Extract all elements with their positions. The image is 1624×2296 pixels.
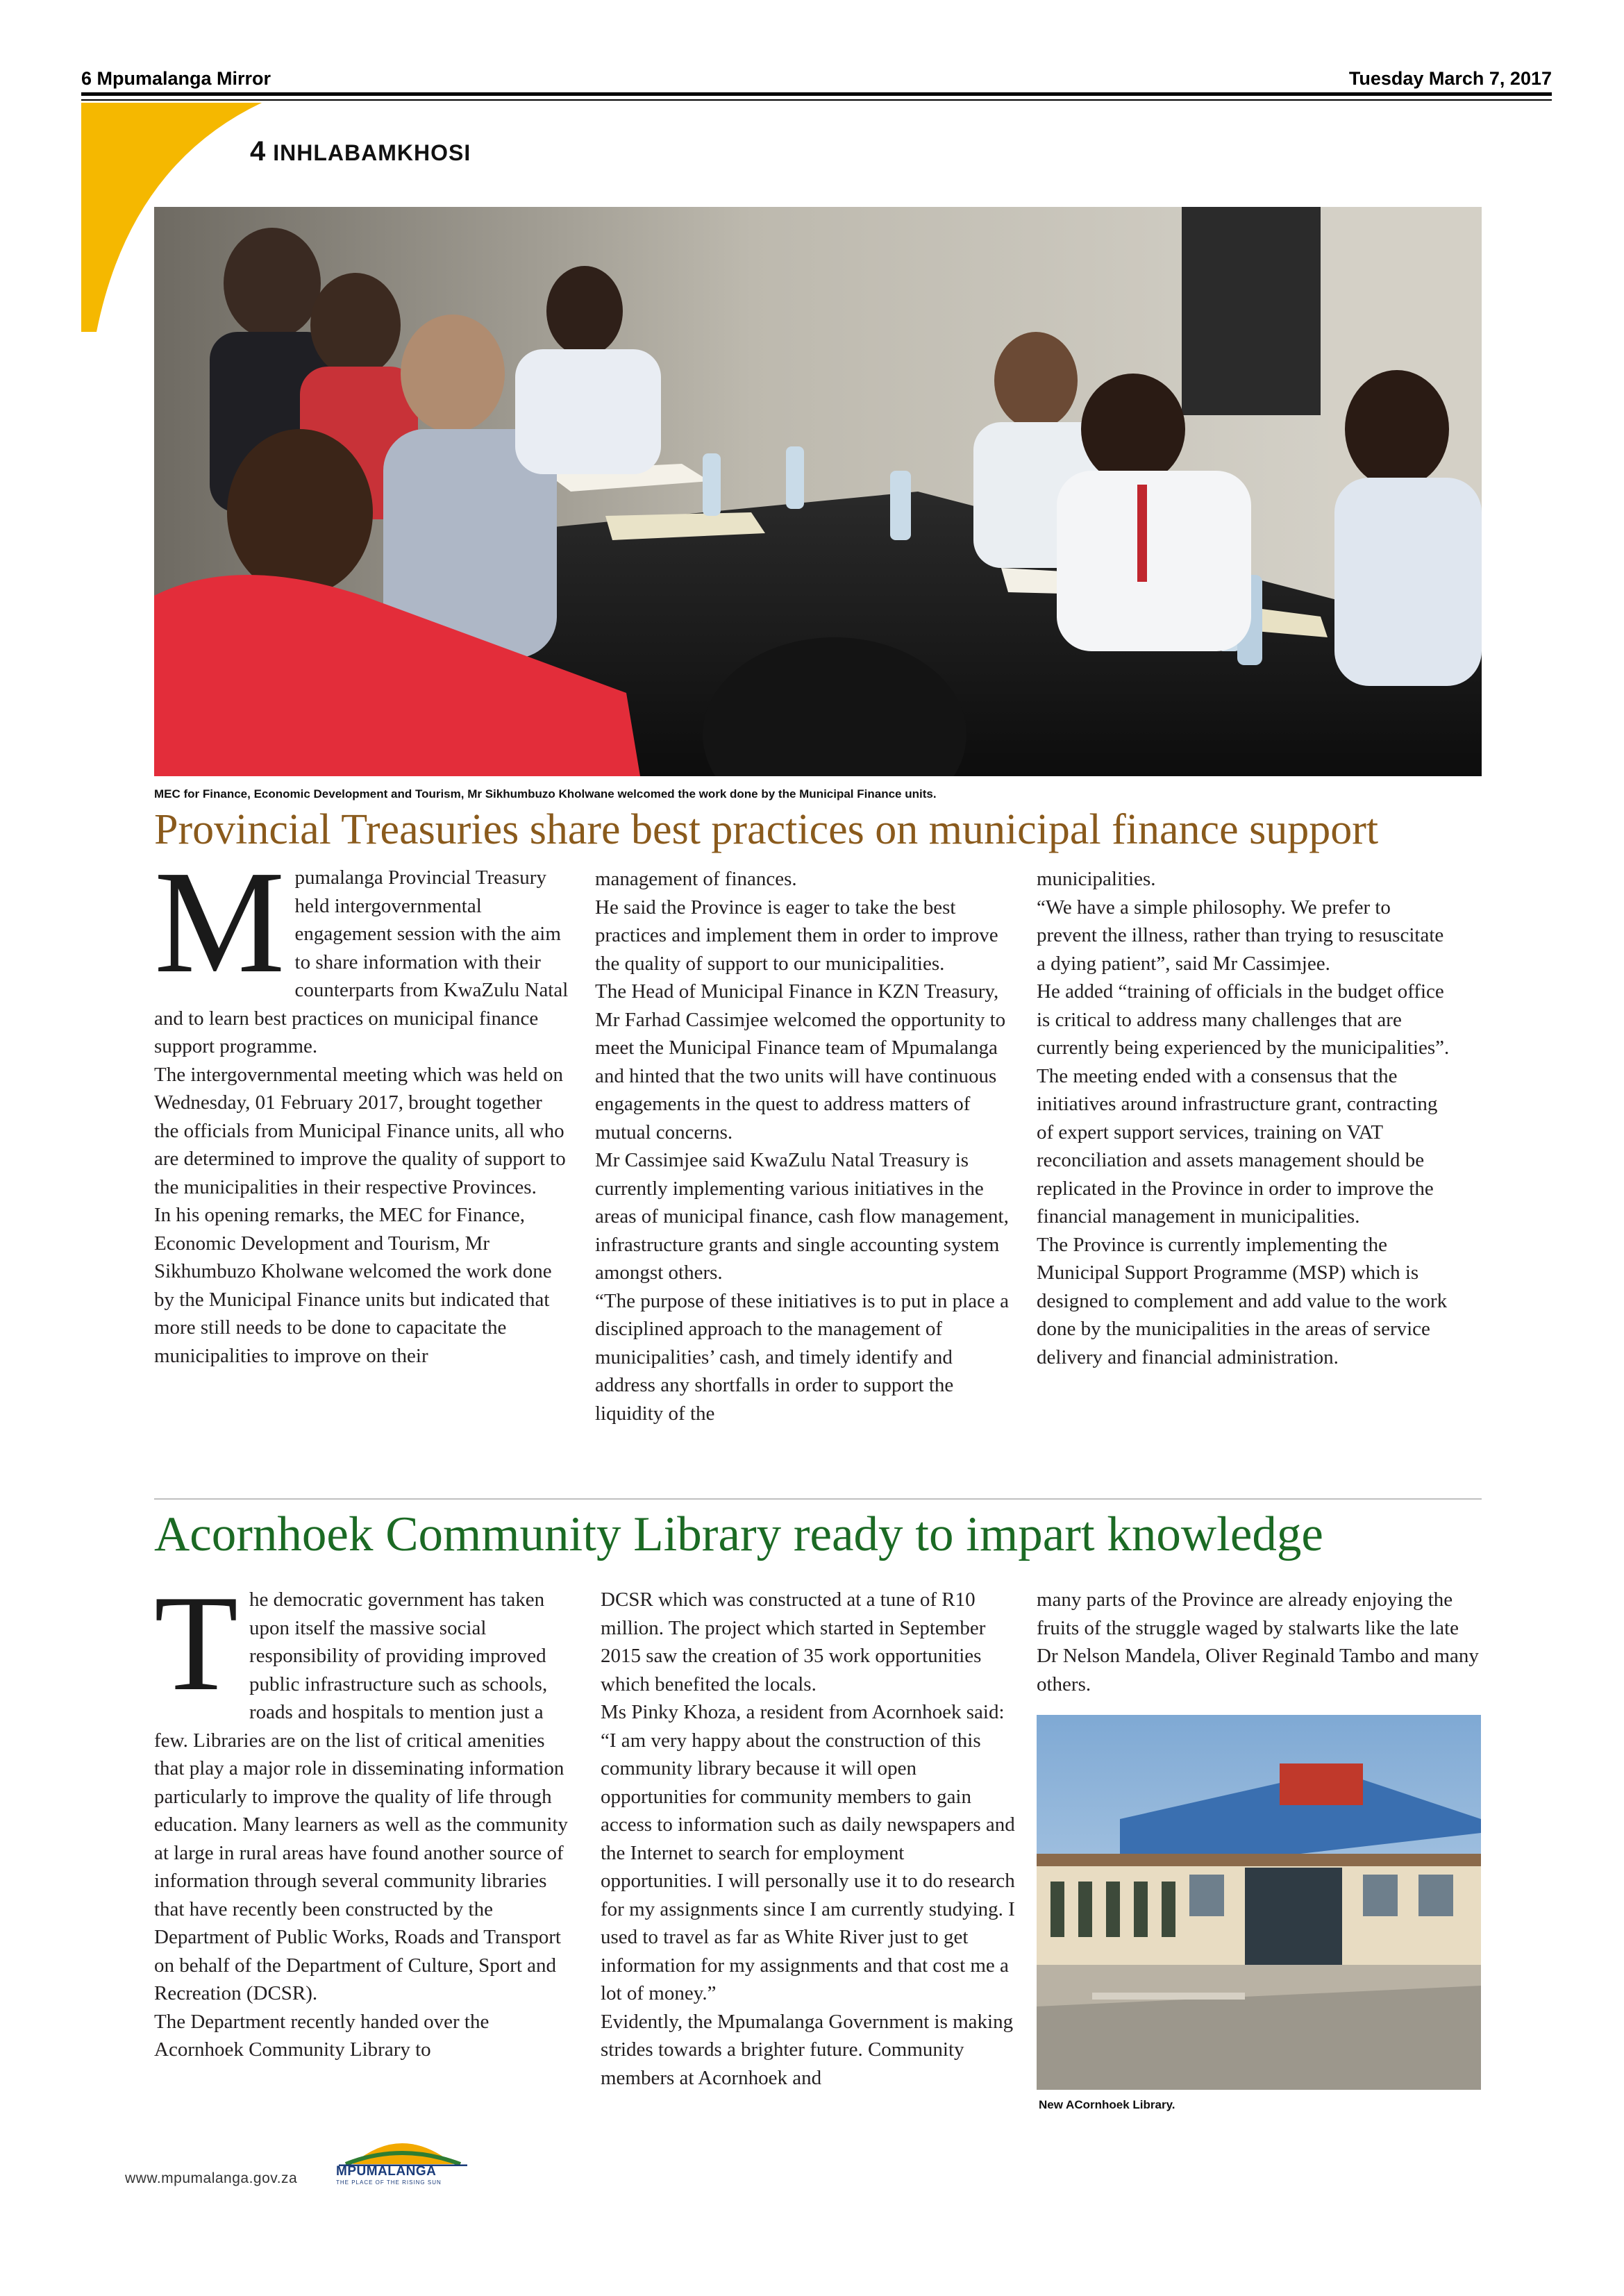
running-header xyxy=(81,64,1552,92)
drop-cap: M xyxy=(154,840,285,1003)
library-photo-caption: New ACornhoek Library. xyxy=(1039,2098,1175,2111)
section-label xyxy=(250,136,471,167)
article-1-headline: Provincial Treasuries share best practices on municipal finance support xyxy=(154,806,1379,853)
article-1-column-3 xyxy=(1037,865,1453,1371)
article-1-paragraph: In his opening remarks, the MEC for Finance, Economic Development and Tourism, Mr Sikhumbuzo Kholwane welcomed the work done by the Municipal Finance units but indicated that more still needs to be done to capacitate the municipalities to improve on their xyxy=(154,1204,552,1367)
logo-tagline: THE PLACE OF THE RISING SUN xyxy=(336,2179,442,2186)
article-2-paragraph: many parts of the Province are already enjoying the fruits of the struggle waged by stalwarts like the late Dr Nelson Mandela, Oliver Reginald Tambo and many others. xyxy=(1037,1589,1479,1695)
article-1-paragraph: The intergovernmental meeting which was held on Wednesday, 01 February 2017, brought together the officials from Municipal Finance units, all who are determined to improve the quality of support to the municipalities in their respective Provinces. xyxy=(154,1063,566,1198)
article-1-paragraph: He added “training of officials in the budget office is critical to address many challenges that are currently being experienced by the municipalities”. xyxy=(1037,980,1450,1059)
article-2-column-3 xyxy=(1037,1586,1481,1698)
issue-date: Tuesday March 7, 2017 xyxy=(1348,68,1552,89)
article-1-paragraph: The Head of Municipal Finance in KZN Treasury, Mr Farhad Cassimjee welcomed the opportunity to meet the Municipal Finance team of Mpumalanga and hinted that the two units will have continuous engagements in the quest to address matters of mutual concerns. xyxy=(595,980,1006,1143)
article-2-paragraph xyxy=(154,1567,571,2008)
article-1-paragraph: management of finances. xyxy=(595,868,797,890)
article-divider xyxy=(154,1498,1482,1500)
article-1-paragraph: Mr Cassimjee said KwaZulu Natal Treasury is currently implementing various initiatives in the areas of municipal finance, cash flow management, infrastructure grants and single accounting system amongst others. xyxy=(595,1149,1009,1284)
section-number: 4 xyxy=(250,136,267,167)
article-1-paragraph xyxy=(154,840,571,1061)
rising-sun-icon xyxy=(332,2128,474,2166)
footer-url: www.mpumalanga.gov.za xyxy=(125,2170,298,2186)
article-2-paragraph: The Department recently handed over the Acornhoek Community Library to xyxy=(154,2010,489,2061)
meeting-photo xyxy=(154,207,1482,776)
article-1-paragraph: municipalities. xyxy=(1037,868,1156,890)
article-1-paragraph: The meeting ended with a consensus that the initiatives around infrastructure grant, contracting of expert support services, training on VAT reconciliation and assets management should be replicated in the Province in order to improve the financial management in municipalities. xyxy=(1037,1064,1438,1227)
article-1-paragraph: He said the Province is eager to take the best practices and implement them in order to improve the quality of support to our municipalities. xyxy=(595,896,998,975)
article-2-column-2 xyxy=(601,1586,1017,2092)
article-2-headline: Acornhoek Community Library ready to impart knowledge xyxy=(154,1507,1323,1561)
drop-cap: T xyxy=(154,1567,238,1719)
article-2-paragraph: DCSR which was constructed at a tune of R10 million. The project which started in September 2015 saw the creation of 35 work opportunities which benefited the locals. xyxy=(601,1589,986,1695)
mpumalanga-logo xyxy=(332,2128,474,2189)
library-photo xyxy=(1037,1715,1481,2090)
article-2-paragraph: Evidently, the Mpumalanga Government is making strides towards a brighter future. Community members at Acornhoek and xyxy=(601,2010,1014,2089)
page-publication: 6 Mpumalanga Mirror xyxy=(81,68,271,89)
article-1-paragraph-text: pumalanga Provincial Treasury held intergovernmental engagement session with the aim to share information with their counterparts from KwaZulu Natal and to learn best practices on municipal finance support programme. xyxy=(154,866,569,1057)
article-1-paragraph: The Province is currently implementing the Municipal Support Programme (MSP) which is designed to complement and add value to the work done by the municipalities in the areas of service delivery and financial administration. xyxy=(1037,1233,1448,1368)
article-2-paragraph-text: he democratic government has taken upon itself the massive social responsibility of providing improved public infrastructure such as schools, roads and hospitals to mention just a few. Libraries are on the list of critical amenities that play a major role in disseminating information particularly to improve the quality of life through education. Many learners as well as the community at large in rural areas have found another source of information through several community libraries that have recently been constructed by the Department of Public Works, Roads and Transport on behalf of the Department of Culture, Sport and Recreation (DCSR). xyxy=(154,1589,568,2004)
section-name: INHLABAMKHOSI xyxy=(273,140,471,165)
article-1-paragraph: “We have a simple philosophy. We prefer to prevent the illness, rather than trying to resuscitate a dying patient”, said Mr Cassimjee. xyxy=(1037,896,1444,975)
header-rule-thin xyxy=(81,99,1552,101)
article-1-column-2 xyxy=(595,865,1012,1427)
logo-name: MPUMALANGA xyxy=(336,2164,437,2179)
meeting-photo-caption: MEC for Finance, Economic Development and Tourism, Mr Sikhumbuzo Kholwane welcomed the work done by the Municipal Finance units. xyxy=(154,787,937,801)
article-1-column-1 xyxy=(154,840,571,1370)
article-1-paragraph: “The purpose of these initiatives is to put in place a disciplined approach to the management of municipalities’ cash, and timely identify and address any shortfalls in order to support the liquidity of the xyxy=(595,1289,1009,1425)
header-rule xyxy=(81,92,1552,96)
article-2-column-1 xyxy=(154,1567,571,2064)
article-2-paragraph: Ms Pinky Khoza, a resident from Acornhoek said: “I am very happy about the construction of this community library because it will open opportunities for community members to gain access to information such as daily newspapers and the Internet to search for employment opportunities. I will personally use it to do research for my assignments since I am currently studying. I used to travel as far as White River just to get information for my assignments and that cost me a lot of money.” xyxy=(601,1701,1015,2004)
